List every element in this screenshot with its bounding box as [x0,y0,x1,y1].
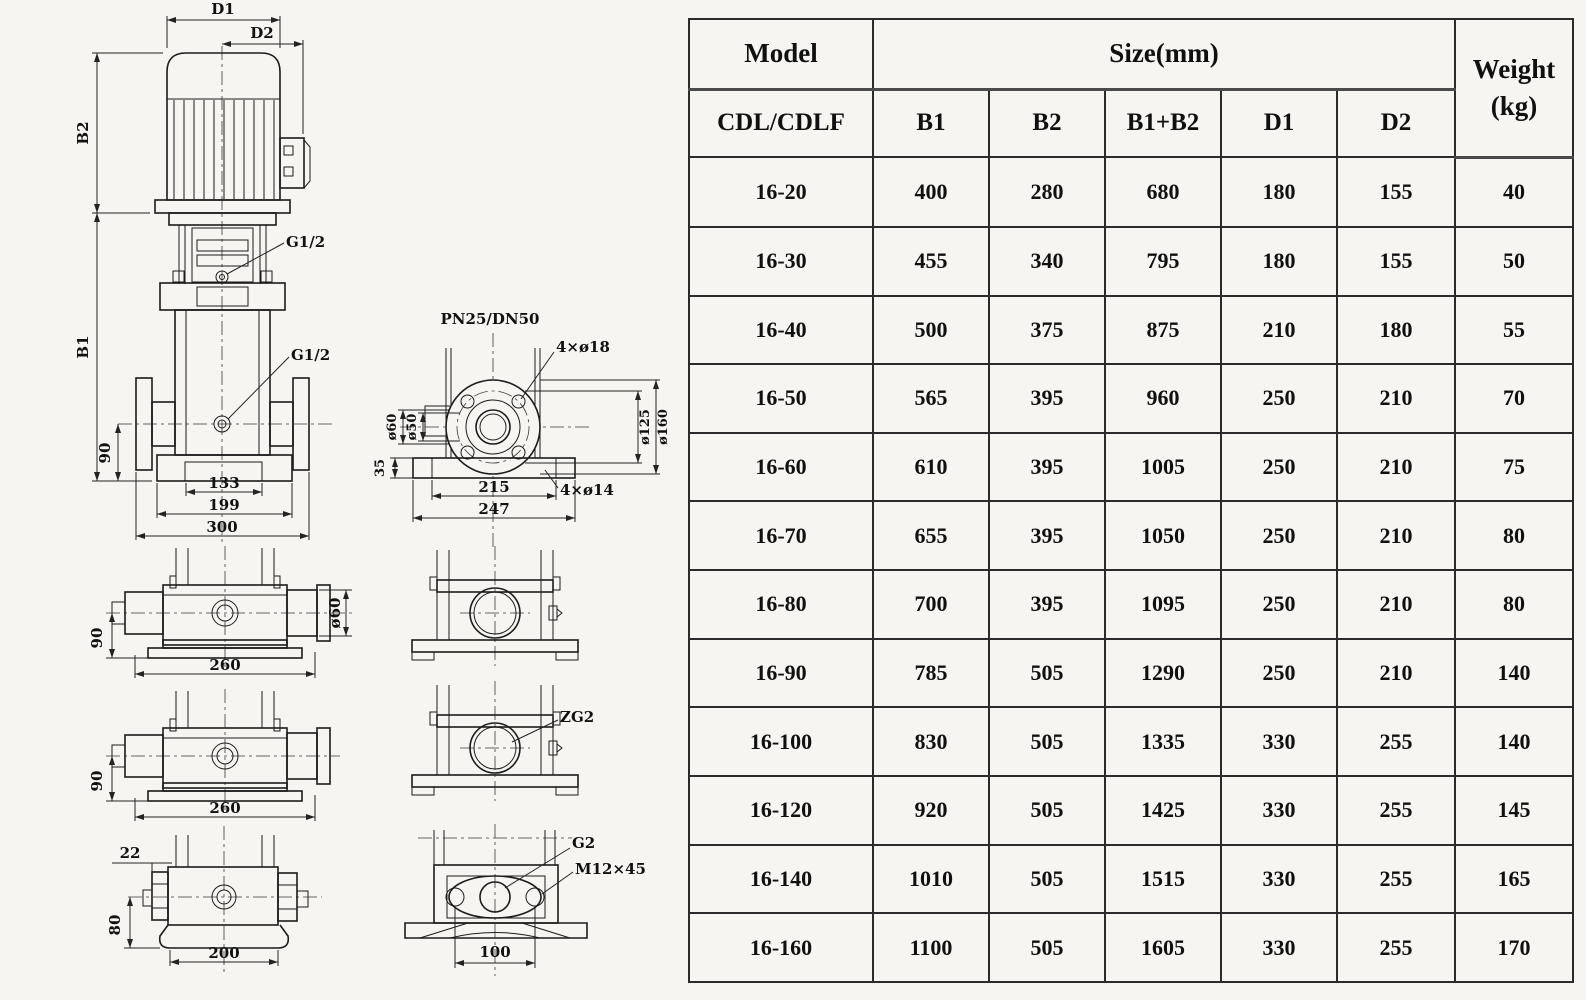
value-cell: 680 [1105,157,1221,227]
value-cell: 180 [1221,157,1337,227]
value-cell: 330 [1221,913,1337,982]
dim-d60-flange: ø60 [385,413,400,441]
dim-35: 35 [373,458,388,478]
value-cell: 250 [1221,433,1337,502]
value-cell: 70 [1455,364,1573,433]
value-cell: 210 [1337,501,1455,570]
value-cell: 395 [989,433,1105,502]
value-cell: 40 [1455,157,1573,227]
model-cell: 16-50 [689,364,873,433]
value-cell: 55 [1455,296,1573,365]
model-cell: 16-160 [689,913,873,982]
table-row [689,227,1573,296]
bottom-view [106,826,322,974]
dim-199: 199 [208,496,240,514]
flange-top-view [373,310,671,548]
value-cell: 330 [1221,707,1337,776]
value-cell: 1335 [1105,707,1221,776]
motor-fins [174,100,274,199]
header-col-b1b2: B1+B2 [1105,89,1221,157]
value-cell: 1290 [1105,639,1221,708]
header-col-b2: B2 [989,89,1105,157]
value-cell: 1515 [1105,845,1221,914]
value-cell: 140 [1455,639,1573,708]
dim-d1: D1 [211,0,235,18]
value-cell: 210 [1221,296,1337,365]
dim-90-side-a: 90 [88,627,106,649]
dim-80: 80 [106,914,124,936]
value-cell: 145 [1455,776,1573,845]
value-cell: 165 [1455,845,1573,914]
header-series: CDL/CDLF [689,89,873,157]
value-cell: 375 [989,296,1105,365]
dim-100: 100 [479,943,511,961]
table-row [689,433,1573,502]
value-cell: 455 [873,227,989,296]
value-cell: 395 [989,364,1105,433]
header-model: Model [689,19,873,89]
model-cell: 16-100 [689,707,873,776]
model-cell: 16-120 [689,776,873,845]
header-col-d1: D1 [1221,89,1337,157]
dim-4xd14: 4×ø14 [560,481,614,499]
main-front-view [74,0,335,545]
flange-title: PN25/DN50 [440,310,540,328]
table-row [689,639,1573,708]
value-cell: 280 [989,157,1105,227]
port-view-b [412,681,594,801]
value-cell: 255 [1337,776,1455,845]
value-cell: 210 [1337,570,1455,639]
value-cell: 210 [1337,639,1455,708]
value-cell: 330 [1221,776,1337,845]
side-view-a [88,546,352,678]
value-cell: 610 [873,433,989,502]
value-cell: 1005 [1105,433,1221,502]
dim-300: 300 [206,518,238,536]
dim-d50-flange: ø50 [405,413,420,441]
value-cell: 1095 [1105,570,1221,639]
value-cell: 500 [873,296,989,365]
dim-133: 133 [208,474,240,492]
table-row [689,707,1573,776]
dim-90: 90 [96,442,114,464]
header-weight-unit: (kg) [1490,90,1538,121]
value-cell: 1100 [873,913,989,982]
model-cell: 16-30 [689,227,873,296]
dim-b1: B1 [74,335,92,359]
header-size: Size(mm) [873,19,1455,89]
value-cell: 340 [989,227,1105,296]
table-row [689,364,1573,433]
value-cell: 210 [1337,364,1455,433]
header-col-b1: B1 [873,89,989,157]
header-col-d2: D2 [1337,89,1455,157]
value-cell: 565 [873,364,989,433]
value-cell: 395 [989,501,1105,570]
dim-zg2: ZG2 [560,708,595,726]
dim-90-side-b: 90 [88,770,106,792]
value-cell: 170 [1455,913,1573,982]
value-cell: 140 [1455,707,1573,776]
model-cell: 16-60 [689,433,873,502]
value-cell: 920 [873,776,989,845]
model-cell: 16-80 [689,570,873,639]
table-row [689,296,1573,365]
table-row [689,913,1573,982]
dim-4xd18: 4×ø18 [556,338,610,356]
dim-247: 247 [478,500,510,518]
value-cell: 795 [1105,227,1221,296]
dim-d125-flange: ø125 [638,409,653,445]
value-cell: 785 [873,639,989,708]
dim-b2: B2 [74,121,92,145]
dim-215: 215 [478,478,510,496]
dim-d160-flange: ø160 [656,409,671,445]
value-cell: 50 [1455,227,1573,296]
value-cell: 250 [1221,570,1337,639]
model-cell: 16-70 [689,501,873,570]
g12-lower-label: G1/2 [291,346,331,364]
value-cell: 395 [989,570,1105,639]
flange-outer-circle [446,380,540,474]
value-cell: 700 [873,570,989,639]
value-cell: 255 [1337,913,1455,982]
value-cell: 80 [1455,570,1573,639]
pump-body [175,310,270,455]
value-cell: 155 [1337,227,1455,296]
dim-g2: G2 [572,834,596,852]
model-cell: 16-90 [689,639,873,708]
value-cell: 250 [1221,364,1337,433]
oval-flange-view [405,824,646,976]
value-cell: 80 [1455,501,1573,570]
value-cell: 505 [989,913,1105,982]
value-cell: 505 [989,776,1105,845]
port-view-a [412,546,578,666]
dimension-table-container [688,18,1574,983]
value-cell: 655 [873,501,989,570]
value-cell: 155 [1337,157,1455,227]
model-cell: 16-40 [689,296,873,365]
table-row [689,845,1573,914]
value-cell: 400 [873,157,989,227]
value-cell: 180 [1337,296,1455,365]
value-cell: 1010 [873,845,989,914]
value-cell: 250 [1221,639,1337,708]
value-cell: 830 [873,707,989,776]
value-cell: 1605 [1105,913,1221,982]
value-cell: 250 [1221,501,1337,570]
value-cell: 505 [989,639,1105,708]
dim-260-a: 260 [209,656,241,674]
value-cell: 1050 [1105,501,1221,570]
header-weight-label: Weight [1472,54,1556,85]
dim-d60-side: ø60 [326,597,344,629]
dim-260-b: 260 [209,799,241,817]
header-weight [1455,19,1573,157]
value-cell: 1425 [1105,776,1221,845]
dim-22: 22 [119,844,141,862]
value-cell: 180 [1221,227,1337,296]
g12-upper-label: G1/2 [286,233,326,251]
value-cell: 505 [989,707,1105,776]
dim-d2: D2 [250,24,274,42]
value-cell: 330 [1221,845,1337,914]
value-cell: 505 [989,845,1105,914]
value-cell: 255 [1337,845,1455,914]
table-row [689,501,1573,570]
table-row [689,570,1573,639]
table-row [689,157,1573,227]
value-cell: 960 [1105,364,1221,433]
value-cell: 875 [1105,296,1221,365]
dim-m12x45: M12×45 [575,860,646,878]
value-cell: 75 [1455,433,1573,502]
side-view-b [88,689,340,821]
model-cell: 16-20 [689,157,873,227]
dim-200: 200 [208,944,240,962]
value-cell: 210 [1337,433,1455,502]
dimension-table [688,18,1574,983]
value-cell: 255 [1337,707,1455,776]
table-row [689,776,1573,845]
pump-technical-drawing [0,0,680,1000]
model-cell: 16-140 [689,845,873,914]
